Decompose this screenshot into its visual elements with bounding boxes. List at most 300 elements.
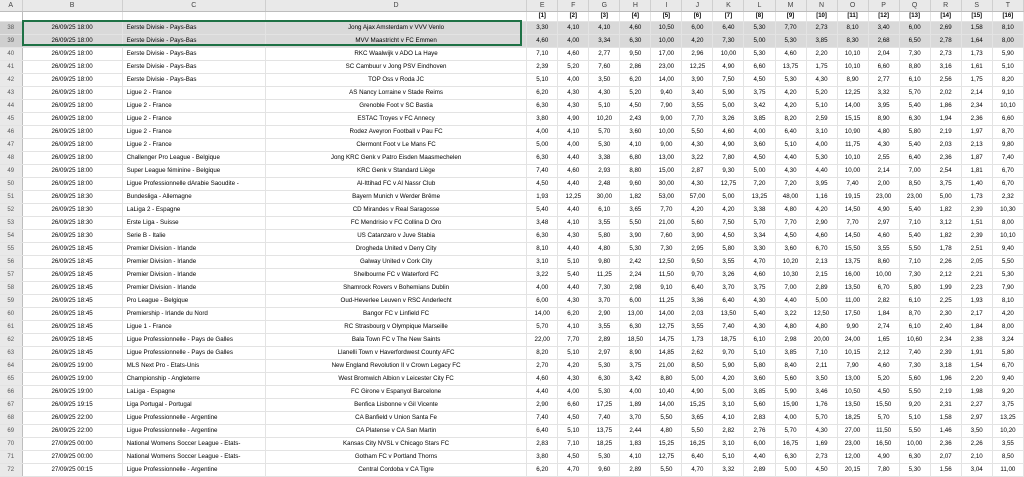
odds-cell[interactable]: 4,30 <box>682 139 713 152</box>
odds-cell[interactable]: 7,70 <box>837 217 868 230</box>
odds-cell[interactable]: 6,40 <box>682 451 713 464</box>
league-cell[interactable]: LaLiga 2 - Espagne <box>122 204 265 217</box>
league-cell[interactable]: Ligue 1 - France <box>122 321 265 334</box>
odds-cell[interactable]: 3,10 <box>713 438 744 451</box>
odds-cell[interactable]: 2,03 <box>682 308 713 321</box>
table-row[interactable] <box>0 282 1024 295</box>
odds-cell[interactable]: 5,80 <box>899 126 930 139</box>
table-row[interactable] <box>0 334 1024 347</box>
odds-cell[interactable]: 5,50 <box>651 412 682 425</box>
match-cell[interactable]: New England Revolution II v Crown Legacy FC <box>265 360 526 373</box>
odds-cell[interactable]: 3,04 <box>961 464 992 477</box>
odds-cell[interactable]: 3,90 <box>682 74 713 87</box>
odds-cell[interactable]: 7,20 <box>744 178 775 191</box>
odds-cell[interactable]: 10,50 <box>651 22 682 35</box>
odds-cell[interactable]: 4,40 <box>558 243 589 256</box>
odds-cell[interactable]: 13,25 <box>744 191 775 204</box>
odds-cell[interactable]: 13,25 <box>992 412 1023 425</box>
odds-cell[interactable]: 8,10 <box>527 243 558 256</box>
odds-cell[interactable]: 2,55 <box>868 152 899 165</box>
date-cell[interactable]: 26/09/25 18:00 <box>22 22 122 35</box>
odds-cell[interactable]: 10,00 <box>868 269 899 282</box>
odds-cell[interactable]: 20,15 <box>837 464 868 477</box>
odds-cell[interactable]: 2,02 <box>930 87 961 100</box>
odds-cell[interactable]: 2,36 <box>930 152 961 165</box>
odds-cell[interactable]: 18,25 <box>589 438 620 451</box>
odds-cell[interactable]: 3,24 <box>992 334 1023 347</box>
table-row[interactable] <box>0 243 1024 256</box>
date-cell[interactable]: 26/09/25 18:00 <box>22 152 122 165</box>
market-header-cell[interactable]: [2] <box>558 12 589 22</box>
date-cell[interactable]: 27/09/25 00:00 <box>22 451 122 464</box>
odds-cell[interactable]: 3,60 <box>775 243 806 256</box>
odds-cell[interactable]: 15,15 <box>837 113 868 126</box>
odds-cell[interactable]: 18,75 <box>713 334 744 347</box>
odds-cell[interactable]: 6,30 <box>589 373 620 386</box>
odds-cell[interactable]: 13,00 <box>651 152 682 165</box>
odds-cell[interactable]: 3,60 <box>744 139 775 152</box>
odds-cell[interactable]: 6,50 <box>899 35 930 48</box>
date-cell[interactable]: 26/09/25 19:15 <box>22 399 122 412</box>
odds-cell[interactable]: 18,25 <box>837 412 868 425</box>
league-cell[interactable]: Ligue Professionnelle - Pays de Galles <box>122 347 265 360</box>
odds-cell[interactable]: 1,75 <box>806 61 837 74</box>
match-cell[interactable]: AS Nancy Lorraine v Stade Reims <box>265 87 526 100</box>
odds-cell[interactable]: 21,00 <box>651 217 682 230</box>
odds-cell[interactable]: 12,00 <box>837 451 868 464</box>
table-row[interactable] <box>0 191 1024 204</box>
date-cell[interactable]: 26/09/25 18:45 <box>22 308 122 321</box>
odds-cell[interactable]: 4,10 <box>558 321 589 334</box>
row-number[interactable]: 63 <box>0 347 22 360</box>
odds-cell[interactable]: 4,20 <box>775 87 806 100</box>
odds-cell[interactable]: 10,10 <box>992 230 1023 243</box>
odds-cell[interactable]: 5,90 <box>713 360 744 373</box>
odds-cell[interactable]: 6,70 <box>992 360 1023 373</box>
odds-cell[interactable]: 2,51 <box>961 243 992 256</box>
league-cell[interactable]: Eerste Divisie - Pays-Bas <box>122 48 265 61</box>
odds-cell[interactable]: 11,50 <box>868 425 899 438</box>
league-cell[interactable]: Ligue Professionnelle - Argentine <box>122 412 265 425</box>
table-row[interactable] <box>0 152 1024 165</box>
odds-cell[interactable]: 4,30 <box>558 295 589 308</box>
odds-cell[interactable]: 11,50 <box>651 269 682 282</box>
odds-cell[interactable]: 7,90 <box>992 282 1023 295</box>
odds-cell[interactable]: 4,30 <box>775 165 806 178</box>
odds-cell[interactable]: 27,00 <box>837 425 868 438</box>
table-row[interactable] <box>0 22 1024 35</box>
league-cell[interactable]: Championship - Angleterre <box>122 373 265 386</box>
odds-cell[interactable]: 7,40 <box>527 165 558 178</box>
date-cell[interactable]: 27/09/25 00:15 <box>22 464 122 477</box>
odds-cell[interactable]: 10,00 <box>713 48 744 61</box>
odds-cell[interactable]: 1,87 <box>961 152 992 165</box>
odds-cell[interactable]: 6,20 <box>620 74 651 87</box>
column-header-p[interactable]: P <box>868 0 899 12</box>
row-number[interactable]: 68 <box>0 412 22 425</box>
table-row[interactable] <box>0 269 1024 282</box>
match-cell[interactable]: Gotham FC v Portland Thorns <box>265 451 526 464</box>
odds-cell[interactable]: 4,00 <box>775 412 806 425</box>
date-cell[interactable]: 26/09/25 18:45 <box>22 347 122 360</box>
odds-cell[interactable]: 1,46 <box>930 425 961 438</box>
odds-cell[interactable]: 5,40 <box>899 100 930 113</box>
odds-cell[interactable]: 2,73 <box>806 22 837 35</box>
odds-cell[interactable]: 8,50 <box>682 360 713 373</box>
odds-cell[interactable]: 6,60 <box>992 113 1023 126</box>
row-number[interactable]: 64 <box>0 360 22 373</box>
odds-cell[interactable]: 13,50 <box>837 399 868 412</box>
odds-cell[interactable]: 1,93 <box>527 191 558 204</box>
odds-cell[interactable]: 10,00 <box>651 35 682 48</box>
odds-cell[interactable]: 6,10 <box>589 204 620 217</box>
odds-cell[interactable]: 3,65 <box>682 412 713 425</box>
odds-cell[interactable]: 1,16 <box>806 191 837 204</box>
odds-cell[interactable]: 1,56 <box>930 464 961 477</box>
match-cell[interactable]: Jong KRC Genk v Patro Eisden Maasmechelen <box>265 152 526 165</box>
odds-cell[interactable]: 6,10 <box>899 74 930 87</box>
league-cell[interactable]: Super League féminine - Belgique <box>122 165 265 178</box>
odds-cell[interactable]: 10,10 <box>837 48 868 61</box>
odds-cell[interactable]: 1,69 <box>806 438 837 451</box>
odds-cell[interactable]: 9,70 <box>713 347 744 360</box>
odds-cell[interactable]: 6,60 <box>558 399 589 412</box>
odds-cell[interactable]: 6,40 <box>713 22 744 35</box>
odds-cell[interactable]: 4,00 <box>527 126 558 139</box>
odds-cell[interactable]: 5,20 <box>868 373 899 386</box>
odds-cell[interactable]: 4,50 <box>620 100 651 113</box>
odds-cell[interactable]: 4,50 <box>744 152 775 165</box>
row-number[interactable]: 71 <box>0 451 22 464</box>
odds-cell[interactable]: 3,75 <box>620 360 651 373</box>
odds-cell[interactable]: 4,30 <box>558 100 589 113</box>
odds-cell[interactable]: 6,80 <box>620 152 651 165</box>
odds-cell[interactable]: 4,20 <box>992 308 1023 321</box>
odds-cell[interactable]: 12,25 <box>558 191 589 204</box>
odds-cell[interactable]: 2,70 <box>527 360 558 373</box>
odds-cell[interactable]: 5,10 <box>806 100 837 113</box>
odds-cell[interactable]: 3,75 <box>992 399 1023 412</box>
odds-cell[interactable]: 4,60 <box>868 360 899 373</box>
odds-cell[interactable]: 8,90 <box>868 113 899 126</box>
table-row[interactable] <box>0 256 1024 269</box>
date-cell[interactable]: 27/09/25 00:00 <box>22 438 122 451</box>
odds-cell[interactable]: 8,10 <box>992 295 1023 308</box>
match-cell[interactable]: West Bromwich Albion v Leicester City FC <box>265 373 526 386</box>
odds-cell[interactable]: 7,30 <box>589 282 620 295</box>
odds-cell[interactable]: 3,95 <box>868 100 899 113</box>
odds-cell[interactable]: 15,25 <box>651 438 682 451</box>
odds-cell[interactable]: 8,00 <box>992 35 1023 48</box>
odds-cell[interactable]: 2,98 <box>775 334 806 347</box>
table-row[interactable] <box>0 204 1024 217</box>
league-cell[interactable]: MLS Next Pro - Etats-Unis <box>122 360 265 373</box>
odds-cell[interactable]: 5,30 <box>744 48 775 61</box>
odds-cell[interactable]: 10,40 <box>651 386 682 399</box>
odds-cell[interactable]: 5,50 <box>899 425 930 438</box>
market-header-cell[interactable]: [7] <box>713 12 744 22</box>
date-cell[interactable]: 26/09/25 18:00 <box>22 139 122 152</box>
odds-cell[interactable]: 8,80 <box>651 373 682 386</box>
odds-cell[interactable]: 2,04 <box>868 48 899 61</box>
odds-cell[interactable]: 5,00 <box>713 386 744 399</box>
odds-cell[interactable]: 5,60 <box>775 373 806 386</box>
odds-cell[interactable]: 3,75 <box>930 178 961 191</box>
odds-cell[interactable]: 5,30 <box>775 74 806 87</box>
odds-cell[interactable]: 8,10 <box>837 22 868 35</box>
league-cell[interactable]: Premier Division - Irlande <box>122 269 265 282</box>
column-header-l[interactable]: L <box>744 0 775 12</box>
odds-cell[interactable]: 2,68 <box>868 35 899 48</box>
odds-cell[interactable]: 6,70 <box>992 165 1023 178</box>
odds-cell[interactable]: 3,48 <box>527 217 558 230</box>
column-header-i[interactable]: I <box>651 0 682 12</box>
odds-cell[interactable]: 4,10 <box>620 139 651 152</box>
odds-cell[interactable]: 11,25 <box>651 295 682 308</box>
odds-cell[interactable]: 7,10 <box>806 347 837 360</box>
odds-cell[interactable]: 5,80 <box>589 230 620 243</box>
odds-cell[interactable]: 7,40 <box>527 412 558 425</box>
odds-cell[interactable]: 4,40 <box>558 282 589 295</box>
table-row[interactable] <box>0 74 1024 87</box>
odds-cell[interactable]: 9,10 <box>992 87 1023 100</box>
odds-cell[interactable]: 4,30 <box>744 321 775 334</box>
odds-cell[interactable]: 4,70 <box>682 464 713 477</box>
odds-cell[interactable]: 2,11 <box>806 360 837 373</box>
odds-cell[interactable]: 7,30 <box>899 48 930 61</box>
league-cell[interactable]: Ligue Professionnelle dArabie Saoudite - <box>122 178 265 191</box>
odds-cell[interactable]: 4,50 <box>868 386 899 399</box>
odds-cell[interactable]: 9,00 <box>651 113 682 126</box>
league-cell[interactable]: National Womens Soccer League - Etats- <box>122 438 265 451</box>
odds-cell[interactable]: 2,82 <box>713 425 744 438</box>
odds-cell[interactable]: 2,95 <box>682 243 713 256</box>
odds-cell[interactable]: 10,00 <box>837 165 868 178</box>
odds-cell[interactable]: 4,50 <box>713 230 744 243</box>
odds-cell[interactable]: 3,85 <box>744 113 775 126</box>
odds-cell[interactable]: 1,54 <box>961 360 992 373</box>
odds-cell[interactable]: 57,00 <box>682 191 713 204</box>
odds-cell[interactable]: 2,39 <box>961 204 992 217</box>
odds-cell[interactable]: 2,17 <box>961 308 992 321</box>
odds-cell[interactable]: 4,40 <box>558 152 589 165</box>
row-number[interactable]: 59 <box>0 295 22 308</box>
odds-cell[interactable]: 2,44 <box>620 425 651 438</box>
odds-cell[interactable]: 12,25 <box>682 61 713 74</box>
odds-cell[interactable]: 3,80 <box>527 113 558 126</box>
row-number[interactable]: 46 <box>0 126 22 139</box>
column-header-r[interactable]: R <box>930 0 961 12</box>
odds-cell[interactable]: 9,30 <box>713 165 744 178</box>
odds-cell[interactable]: 1,73 <box>682 334 713 347</box>
odds-cell[interactable]: 10,90 <box>837 126 868 139</box>
odds-cell[interactable]: 2,97 <box>868 217 899 230</box>
date-cell[interactable]: 26/09/25 18:00 <box>22 35 122 48</box>
column-header-t[interactable]: T <box>992 0 1023 12</box>
market-header-cell[interactable]: [16] <box>992 12 1023 22</box>
row-number[interactable]: 40 <box>0 48 22 61</box>
table-row[interactable] <box>0 100 1024 113</box>
odds-cell[interactable]: 5,00 <box>744 165 775 178</box>
odds-cell[interactable]: 2,15 <box>806 269 837 282</box>
league-cell[interactable]: Premier Division - Irlande <box>122 282 265 295</box>
odds-cell[interactable]: 2,89 <box>620 464 651 477</box>
odds-cell[interactable]: 1,51 <box>961 217 992 230</box>
odds-cell[interactable]: 2,36 <box>961 113 992 126</box>
date-cell[interactable]: 26/09/25 18:30 <box>22 191 122 204</box>
odds-cell[interactable]: 6,20 <box>527 464 558 477</box>
odds-cell[interactable]: 2,69 <box>930 22 961 35</box>
odds-cell[interactable]: 8,30 <box>837 35 868 48</box>
odds-cell[interactable]: 7,70 <box>682 113 713 126</box>
date-cell[interactable]: 26/09/25 18:45 <box>22 256 122 269</box>
odds-cell[interactable]: 4,50 <box>527 178 558 191</box>
odds-cell[interactable]: 2,97 <box>589 347 620 360</box>
table-row[interactable] <box>0 464 1024 477</box>
odds-cell[interactable]: 14,75 <box>651 334 682 347</box>
match-cell[interactable]: TOP Oss v Roda JC <box>265 74 526 87</box>
league-cell[interactable]: Ligue 2 - France <box>122 126 265 139</box>
odds-cell[interactable]: 8,60 <box>868 256 899 269</box>
market-header-cell[interactable]: [14] <box>930 12 961 22</box>
odds-cell[interactable]: 2,74 <box>868 321 899 334</box>
date-cell[interactable]: 26/09/25 18:45 <box>22 243 122 256</box>
odds-cell[interactable]: 21,00 <box>651 360 682 373</box>
odds-cell[interactable]: 5,70 <box>775 425 806 438</box>
odds-cell[interactable]: 6,60 <box>744 61 775 74</box>
odds-cell[interactable]: 2,39 <box>961 230 992 243</box>
odds-cell[interactable]: 4,50 <box>744 74 775 87</box>
table-row[interactable] <box>0 113 1024 126</box>
odds-cell[interactable]: 1,75 <box>961 74 992 87</box>
table-row[interactable] <box>0 230 1024 243</box>
odds-cell[interactable]: 3,55 <box>682 100 713 113</box>
odds-cell[interactable]: 1,98 <box>961 386 992 399</box>
row-number[interactable]: 45 <box>0 113 22 126</box>
odds-cell[interactable]: 5,40 <box>527 204 558 217</box>
table-row[interactable] <box>0 373 1024 386</box>
row-number[interactable]: 67 <box>0 399 22 412</box>
odds-cell[interactable]: 13,50 <box>837 282 868 295</box>
odds-cell[interactable]: 5,00 <box>713 100 744 113</box>
odds-cell[interactable]: 7,80 <box>868 464 899 477</box>
date-cell[interactable]: 26/09/25 18:00 <box>22 113 122 126</box>
odds-cell[interactable]: 8,00 <box>992 321 1023 334</box>
odds-cell[interactable]: 3,18 <box>930 360 961 373</box>
odds-cell[interactable]: 2,82 <box>868 295 899 308</box>
blank-cell[interactable] <box>265 12 526 22</box>
odds-cell[interactable]: 4,20 <box>558 360 589 373</box>
odds-cell[interactable]: 9,80 <box>992 139 1023 152</box>
odds-cell[interactable]: 1,89 <box>620 399 651 412</box>
odds-cell[interactable]: 3,10 <box>527 256 558 269</box>
odds-cell[interactable]: 6,70 <box>868 282 899 295</box>
date-cell[interactable]: 26/09/25 18:30 <box>22 217 122 230</box>
odds-cell[interactable]: 7,30 <box>899 269 930 282</box>
league-cell[interactable]: Eerste Divisie - Pays-Bas <box>122 74 265 87</box>
odds-cell[interactable]: 4,30 <box>558 373 589 386</box>
odds-cell[interactable]: 2,77 <box>868 74 899 87</box>
odds-cell[interactable]: 2,56 <box>930 74 961 87</box>
odds-cell[interactable]: 4,60 <box>806 230 837 243</box>
odds-cell[interactable]: 7,30 <box>713 35 744 48</box>
odds-cell[interactable]: 4,60 <box>527 373 558 386</box>
odds-cell[interactable]: 2,76 <box>744 425 775 438</box>
odds-cell[interactable]: 3,38 <box>589 152 620 165</box>
league-cell[interactable]: Ligue 2 - France <box>122 100 265 113</box>
odds-cell[interactable]: 5,70 <box>899 87 930 100</box>
odds-cell[interactable]: 1,64 <box>961 35 992 48</box>
odds-cell[interactable]: 7,40 <box>589 412 620 425</box>
odds-cell[interactable]: 3,70 <box>620 412 651 425</box>
odds-cell[interactable]: 4,30 <box>589 87 620 100</box>
odds-cell[interactable]: 4,30 <box>558 230 589 243</box>
odds-cell[interactable]: 5,10 <box>992 61 1023 74</box>
row-number[interactable]: 43 <box>0 87 22 100</box>
odds-cell[interactable]: 10,30 <box>992 204 1023 217</box>
odds-cell[interactable]: 4,40 <box>527 386 558 399</box>
date-cell[interactable]: 26/09/25 18:00 <box>22 48 122 61</box>
odds-cell[interactable]: 1,76 <box>806 399 837 412</box>
odds-cell[interactable]: 3,90 <box>682 230 713 243</box>
odds-cell[interactable]: 1,78 <box>930 243 961 256</box>
odds-cell[interactable]: 5,90 <box>775 386 806 399</box>
odds-cell[interactable]: 2,00 <box>868 178 899 191</box>
league-cell[interactable]: Ligue Professionnelle - Argentine <box>122 464 265 477</box>
odds-cell[interactable]: 2,48 <box>589 178 620 191</box>
odds-cell[interactable]: 4,90 <box>682 386 713 399</box>
odds-cell[interactable]: 1,83 <box>620 438 651 451</box>
odds-cell[interactable]: 5,00 <box>713 191 744 204</box>
odds-cell[interactable]: 6,40 <box>775 126 806 139</box>
odds-cell[interactable]: 9,60 <box>620 178 651 191</box>
table-row[interactable] <box>0 425 1024 438</box>
odds-cell[interactable]: 10,20 <box>775 256 806 269</box>
odds-cell[interactable]: 7,70 <box>558 334 589 347</box>
league-cell[interactable]: Serie B - Italie <box>122 230 265 243</box>
league-cell[interactable]: Premier Division - Irlande <box>122 256 265 269</box>
row-number[interactable]: 66 <box>0 386 22 399</box>
row-number[interactable]: 61 <box>0 321 22 334</box>
league-cell[interactable]: Premier Division - Irlande <box>122 243 265 256</box>
league-cell[interactable]: Liga Portugal - Portugal <box>122 399 265 412</box>
odds-cell[interactable]: 2,19 <box>930 126 961 139</box>
odds-cell[interactable]: 3,32 <box>868 87 899 100</box>
column-header-o[interactable]: O <box>837 0 868 12</box>
odds-cell[interactable]: 3,85 <box>744 386 775 399</box>
odds-cell[interactable]: 2,89 <box>744 464 775 477</box>
row-number[interactable]: 52 <box>0 204 22 217</box>
odds-cell[interactable]: 3,75 <box>744 87 775 100</box>
odds-cell[interactable]: 1,84 <box>868 308 899 321</box>
odds-cell[interactable]: 5,10 <box>744 347 775 360</box>
odds-cell[interactable]: 3,95 <box>806 178 837 191</box>
odds-cell[interactable]: 5,50 <box>682 425 713 438</box>
odds-cell[interactable]: 4,90 <box>713 61 744 74</box>
table-row[interactable] <box>0 35 1024 48</box>
odds-cell[interactable]: 9,20 <box>992 386 1023 399</box>
table-row[interactable] <box>0 126 1024 139</box>
odds-cell[interactable]: 4,40 <box>744 451 775 464</box>
table-row[interactable] <box>0 386 1024 399</box>
odds-cell[interactable]: 6,40 <box>682 282 713 295</box>
row-number[interactable]: 72 <box>0 464 22 477</box>
market-header-cell[interactable]: [12] <box>868 12 899 22</box>
odds-cell[interactable]: 8,20 <box>775 113 806 126</box>
odds-cell[interactable]: 1,58 <box>961 22 992 35</box>
odds-cell[interactable]: 14,50 <box>837 204 868 217</box>
odds-cell[interactable]: 5,30 <box>899 464 930 477</box>
